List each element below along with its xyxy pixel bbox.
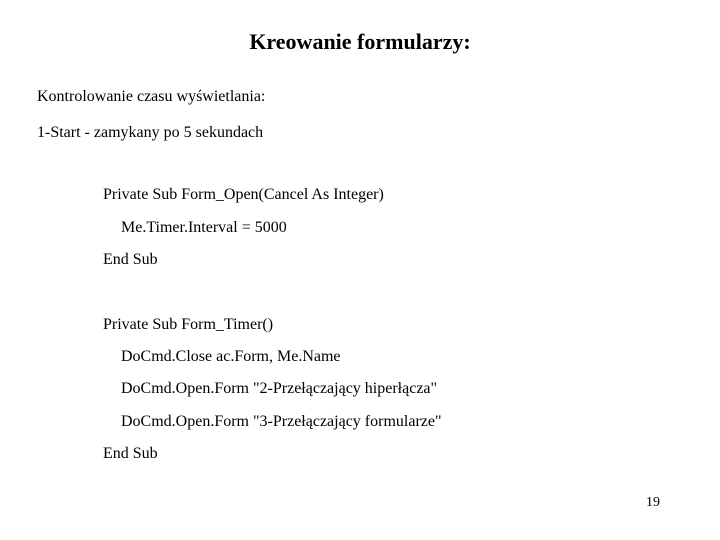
code-line-end-sub-2: End Sub: [103, 445, 158, 462]
code-line-close: DoCmd.Close ac.Form, Me.Name: [121, 348, 341, 365]
subtitle-text: 1-Start - zamykany po 5 sekundach: [37, 124, 264, 141]
intro-text: Kontrolowanie czasu wyświetlania:: [37, 88, 266, 105]
code-line-open-form-3: DoCmd.Open.Form "3-Przełączający formularze": [121, 413, 442, 430]
code-line-timer-sub: Private Sub Form_Timer(): [103, 316, 274, 333]
code-line-open-sub: Private Sub Form_Open(Cancel As Integer): [103, 186, 384, 203]
page-number: 19: [646, 495, 660, 510]
code-line-end-sub-1: End Sub: [103, 251, 158, 268]
slide-title: Kreowanie formularzy:: [249, 29, 471, 54]
code-line-open-form-2: DoCmd.Open.Form "2-Przełączający hiperłącza": [121, 380, 438, 397]
code-line-timer-interval: Me.Timer.Interval = 5000: [121, 219, 287, 236]
